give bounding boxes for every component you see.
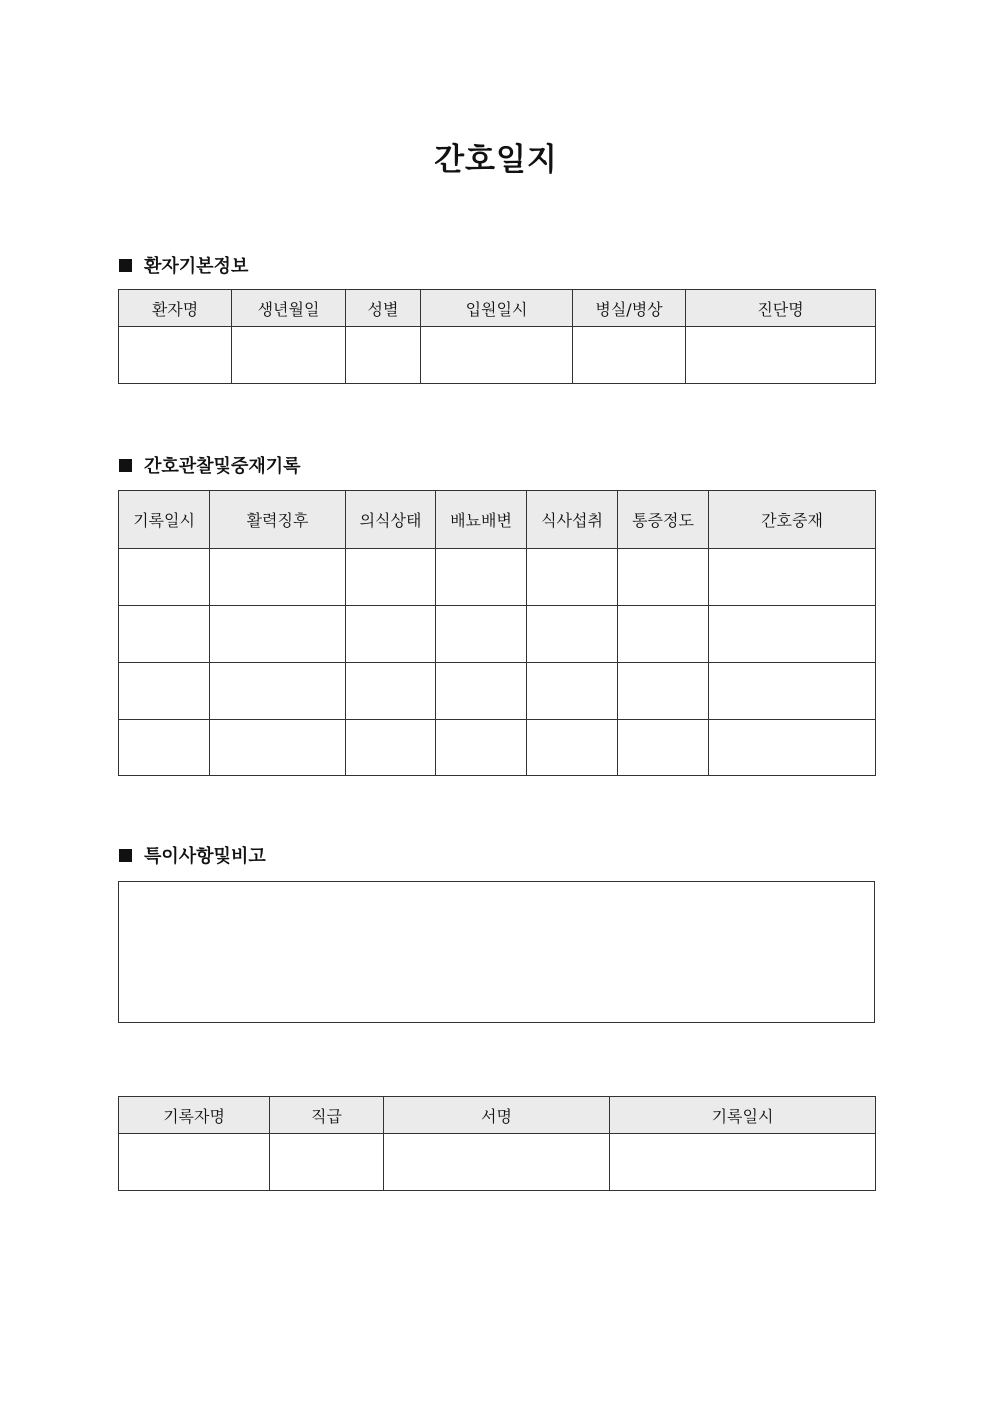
patient-info-table [118,289,876,384]
elimination-cell[interactable] [436,663,527,720]
nursing-intervention-cell[interactable] [709,663,876,720]
nursing-intervention-cell[interactable] [709,720,876,776]
consciousness-cell[interactable] [346,606,436,663]
square-bullet-icon [119,459,132,472]
section-heading-patient-info [119,253,248,277]
table-row [119,663,876,720]
pain-level-cell[interactable] [618,549,709,606]
column-header-birth-date: 생년월일 [232,290,346,327]
consciousness-cell[interactable] [346,720,436,776]
sex-cell[interactable] [346,327,421,384]
table-row [119,606,876,663]
column-header-nursing-intervention: 간호중재 [709,491,876,549]
vital-signs-cell[interactable] [210,663,346,720]
meal-intake-cell[interactable] [527,606,618,663]
column-header-elimination: 배뇨배변 [436,491,527,549]
room-bed-cell[interactable] [573,327,686,384]
table-row [119,549,876,606]
record-time-cell[interactable] [119,549,210,606]
column-header-admission-date: 입원일시 [421,290,573,327]
consciousness-cell[interactable] [346,549,436,606]
consciousness-cell[interactable] [346,663,436,720]
notes-field[interactable] [118,881,875,1023]
vital-signs-cell[interactable] [210,549,346,606]
section-title: 간호관찰및중재기록 [144,456,301,477]
recorder-table [118,1096,876,1191]
birth-date-cell[interactable] [232,327,346,384]
column-header-record-time: 기록일시 [610,1097,876,1134]
column-header-meal-intake: 식사섭취 [527,491,618,549]
column-header-room-bed: 병실/병상 [573,290,686,327]
section-heading-notes [119,843,266,867]
pain-level-cell[interactable] [618,720,709,776]
nursing-intervention-cell[interactable] [709,606,876,663]
document-title: 간호일지 [434,142,558,178]
admission-date-cell[interactable] [421,327,573,384]
patient-name-cell[interactable] [119,327,232,384]
nursing-record-table [118,490,876,776]
column-header-position: 직급 [270,1097,384,1134]
pain-level-cell[interactable] [618,606,709,663]
record-time-cell[interactable] [119,720,210,776]
record-time-cell[interactable] [119,606,210,663]
square-bullet-icon [119,259,132,272]
recorder-name-cell[interactable] [119,1134,270,1191]
diagnosis-cell[interactable] [686,327,876,384]
section-heading-nursing-record [119,453,301,477]
meal-intake-cell[interactable] [527,720,618,776]
column-header-pain-level: 통증정도 [618,491,709,549]
column-header-consciousness: 의식상태 [346,491,436,549]
vital-signs-cell[interactable] [210,606,346,663]
section-title: 환자기본정보 [144,256,249,277]
record-time-cell[interactable] [119,663,210,720]
vital-signs-cell[interactable] [210,720,346,776]
signature-cell[interactable] [384,1134,610,1191]
elimination-cell[interactable] [436,549,527,606]
meal-intake-cell[interactable] [527,549,618,606]
pain-level-cell[interactable] [618,663,709,720]
column-header-record-time: 기록일시 [119,491,210,549]
column-header-recorder-name: 기록자명 [119,1097,270,1134]
nursing-intervention-cell[interactable] [709,549,876,606]
square-bullet-icon [119,849,132,862]
meal-intake-cell[interactable] [527,663,618,720]
column-header-diagnosis: 진단명 [686,290,876,327]
elimination-cell[interactable] [436,606,527,663]
column-header-patient-name: 환자명 [119,290,232,327]
column-header-sex: 성별 [346,290,421,327]
record-time-cell[interactable] [610,1134,876,1191]
section-title: 특이사항및비고 [144,846,266,867]
column-header-signature: 서명 [384,1097,610,1134]
elimination-cell[interactable] [436,720,527,776]
position-cell[interactable] [270,1134,384,1191]
column-header-vital-signs: 활력징후 [210,491,346,549]
table-row [119,720,876,776]
